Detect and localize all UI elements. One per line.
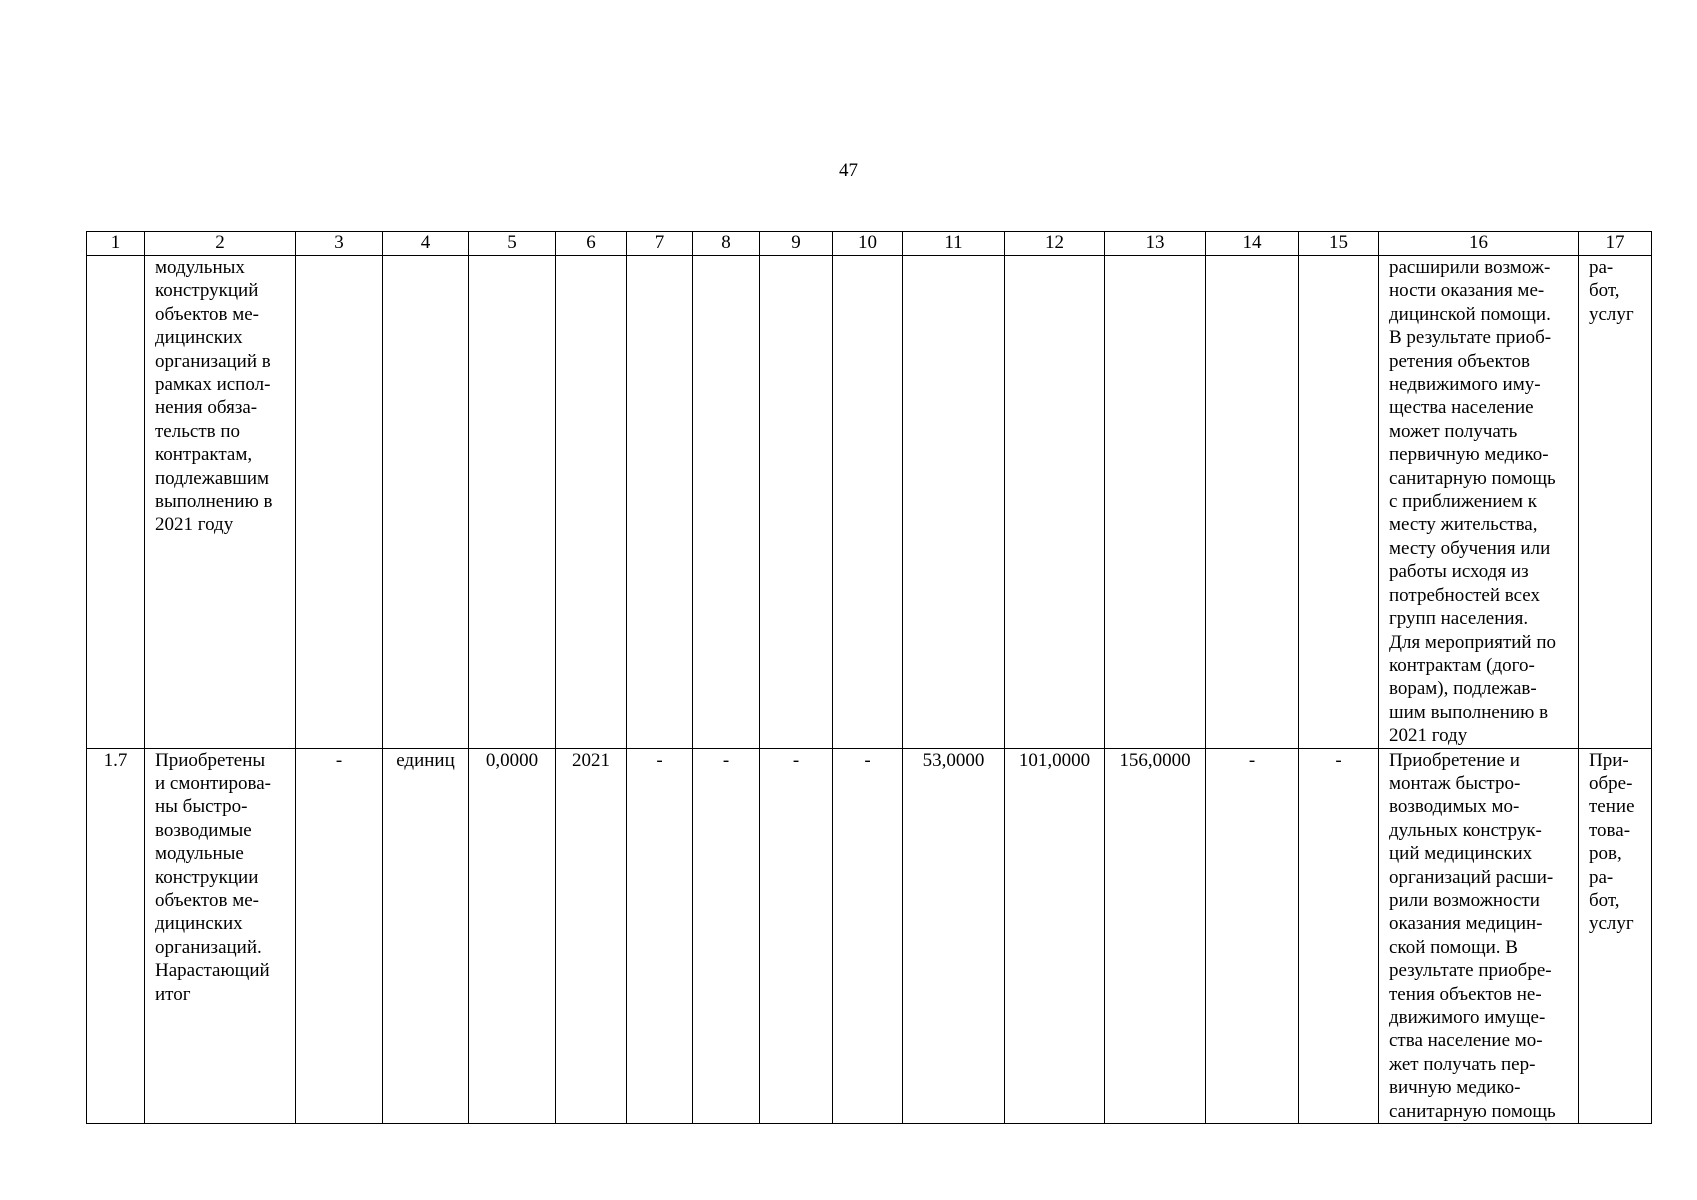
- base-year-cell: 2021: [556, 748, 627, 1124]
- table-cell-10: -: [833, 748, 903, 1124]
- description-cell: расширили возмож- ности оказания ме- дицинской помощи. В результате приоб- ретения объектов недвижимого иму- щества население может получать первичную медико- санитарную помощь с приближением к месту жительства, месту обучения или работы исходя из потребностей всех групп населения. Для мероприятий по контрактам (дого- ворам), подлежав- шим выполнению в 2021 году: [1379, 256, 1579, 749]
- column-header-15: 15: [1299, 232, 1379, 256]
- table-cell-11: [903, 256, 1005, 749]
- column-header-12: 12: [1005, 232, 1105, 256]
- table-cell-3: [296, 256, 383, 749]
- row-number-cell: [87, 256, 145, 749]
- base-value-cell: [469, 256, 556, 749]
- description-cell: Приобретение и монтаж быстро- возводимых мо- дульных конструк- ций медицинских организаций расши- рили возможности оказания медицин- ской помощи. В результате приобре- тения объектов не- движимого имуще- ства население мо- жет получать пер- вичную медико- санитарную помощь: [1379, 748, 1579, 1124]
- column-header-3: 3: [296, 232, 383, 256]
- table-cell-12: 101,0000: [1005, 748, 1105, 1124]
- unit-cell: [383, 256, 469, 749]
- indicator-name-cell: Приобретены и смонтирова- ны быстро- возводимые модульные конструкции объектов ме- дицинских организаций. Нарастающий итог: [145, 748, 296, 1124]
- table-cell-7: [627, 256, 693, 749]
- table-cell-12: [1005, 256, 1105, 749]
- base-year-cell: [556, 256, 627, 749]
- document-table: [86, 231, 1652, 1124]
- table-cell-10: [833, 256, 903, 749]
- table-cell-9: [760, 256, 833, 749]
- column-header-11: 11: [903, 232, 1005, 256]
- column-header-13: 13: [1105, 232, 1206, 256]
- table-cell-13: 156,0000: [1105, 748, 1206, 1124]
- table-cell-11: 53,0000: [903, 748, 1005, 1124]
- column-header-17: 17: [1579, 232, 1652, 256]
- table-cell-8: -: [693, 748, 760, 1124]
- table-cell-15: -: [1299, 748, 1379, 1124]
- table-cell-14: [1206, 256, 1299, 749]
- table-cell-9: -: [760, 748, 833, 1124]
- column-header-16: 16: [1379, 232, 1579, 256]
- column-header-9: 9: [760, 232, 833, 256]
- base-value-cell: 0,0000: [469, 748, 556, 1124]
- column-header-8: 8: [693, 232, 760, 256]
- column-header-10: 10: [833, 232, 903, 256]
- indicator-name-cell: модульных конструкций объектов ме- дицинских организаций в рамках испол- нения обяза- тельств по контрактам, подлежавшим выполнению в 2021 году: [145, 256, 296, 749]
- table-cell-15: [1299, 256, 1379, 749]
- table-row: [87, 748, 1652, 1124]
- table-cell-7: -: [627, 748, 693, 1124]
- table-cell-8: [693, 256, 760, 749]
- column-header-7: 7: [627, 232, 693, 256]
- page-number: 47: [839, 160, 858, 181]
- column-header-5: 5: [469, 232, 556, 256]
- table-row: [87, 256, 1652, 749]
- column-header-6: 6: [556, 232, 627, 256]
- row-number-cell: 1.7: [87, 748, 145, 1124]
- type-cell: При- обре- тение това- ров, ра- бот, услуг: [1579, 748, 1652, 1124]
- table-cell-14: -: [1206, 748, 1299, 1124]
- table-cell-3: -: [296, 748, 383, 1124]
- column-header-2: 2: [145, 232, 296, 256]
- column-header-1: 1: [87, 232, 145, 256]
- column-header-14: 14: [1206, 232, 1299, 256]
- type-cell: ра- бот, услуг: [1579, 256, 1652, 749]
- column-header-4: 4: [383, 232, 469, 256]
- column-number-header-row: [87, 232, 1652, 256]
- table-cell-13: [1105, 256, 1206, 749]
- unit-cell: единиц: [383, 748, 469, 1124]
